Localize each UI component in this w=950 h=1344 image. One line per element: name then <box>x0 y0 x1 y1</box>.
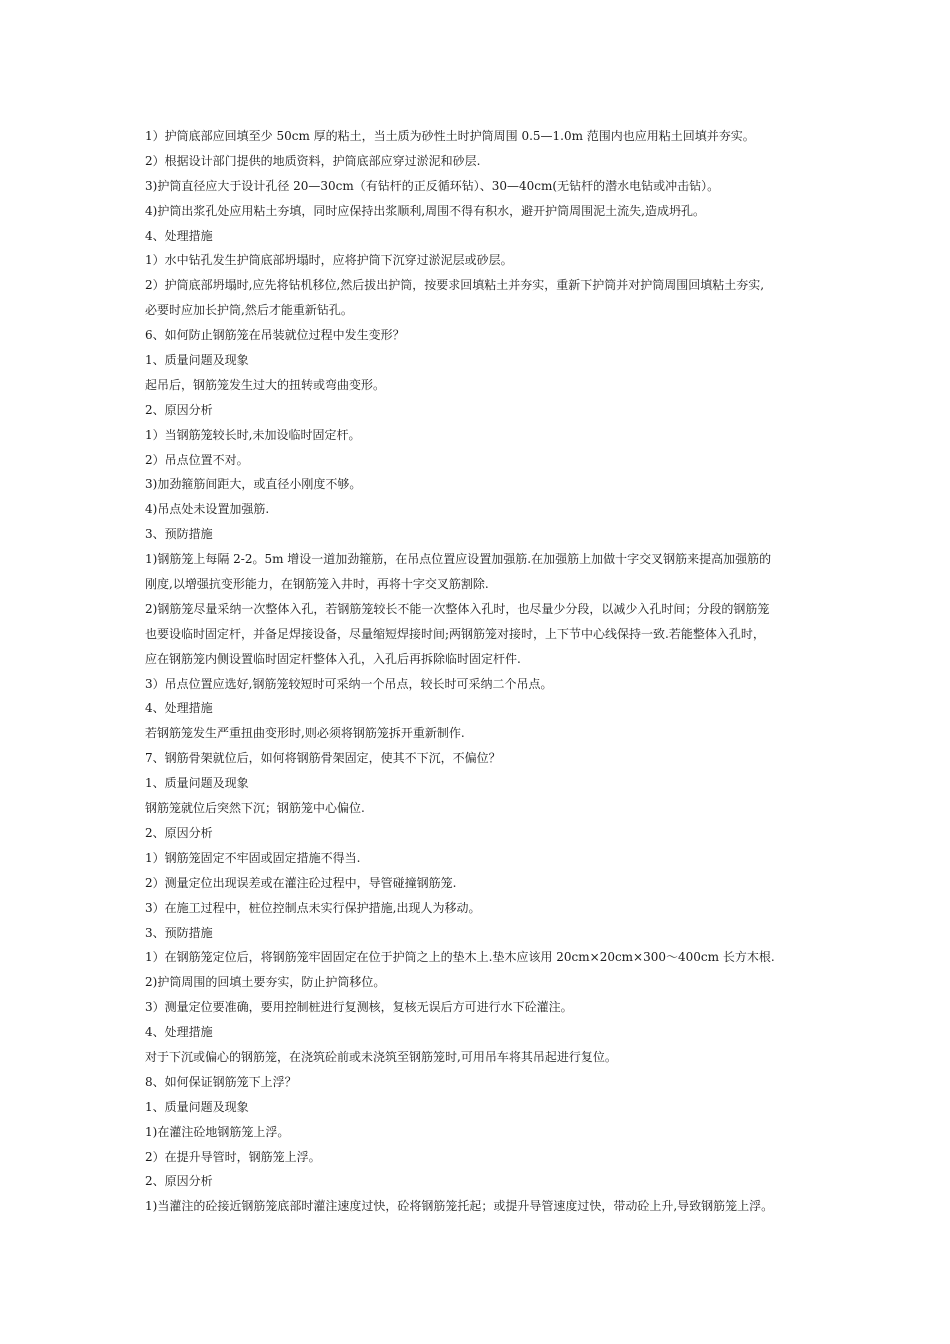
text-line: 1)钢筋笼上每隔 2-2。5m 增设一道加劲箍筋，在吊点位置应设置加强筋.在加强筋上加做十字交叉钢筋来提高加强筋的 <box>145 552 772 567</box>
section-heading: 4、处理措施 <box>145 701 213 716</box>
text-line: 1)在灌注砼地钢筋笼上浮。 <box>145 1124 290 1139</box>
text-line: 应在钢筋笼内侧设置临时固定杆整体入孔，入孔后再拆除临时固定杆件. <box>145 651 521 666</box>
text-line: 2)护筒周围的回填土要夯实，防止护筒移位。 <box>145 975 386 990</box>
text-line: 3）吊点位置应选好,钢筋笼较短时可采纳一个吊点，较长时可采纳二个吊点。 <box>145 676 553 691</box>
text-line: 3）测量定位要准确，要用控制桩进行复测核，复核无误后方可进行水下砼灌注。 <box>145 1000 573 1015</box>
text-line: 3）在施工过程中，桩位控制点未实行保护措施,出现人为移动。 <box>145 900 481 915</box>
question-heading: 6、如何防止钢筋笼在吊装就位过程中发生变形？ <box>145 328 405 343</box>
text-line: 3)护筒直径应大于设计孔径 20—30cm（有钻杆的正反循环钻）、30—40cm(无钻杆的潜水电钻或冲击钻）。 <box>145 178 720 193</box>
section-heading: 2、原因分析 <box>145 402 213 417</box>
question-heading: 7、钢筋骨架就位后，如何将钢筋骨架固定，使其不下沉，不偏位？ <box>145 751 501 766</box>
section-heading: 4、处理措施 <box>145 1025 213 1040</box>
text-line: 2）吊点位置不对。 <box>145 452 249 467</box>
text-line: 4)护筒出浆孔处应用粘土夯填，同时应保持出浆顺利,周围不得有积水，避开护筒周围泥土流失,造成坍孔。 <box>145 203 705 218</box>
section-heading: 1、质量问题及现象 <box>145 1099 249 1114</box>
section-heading: 2、原因分析 <box>145 825 213 840</box>
text-line: 1）护筒底部应回填至少 50cm 厚的粘土，当土质为砂性土时护筒周围 0.5—1.0m 范围内也应用粘土回填并夯实。 <box>145 129 755 143</box>
section-heading: 4、处理措施 <box>145 228 213 243</box>
text-line: 2）根据设计部门提供的地质资料，护筒底部应穿过淤泥和砂层. <box>145 153 481 168</box>
text-line: 1）在钢筋笼定位后，将钢筋笼牢固固定在位于护筒之上的垫木上.垫木应该用 20cm×20cm×300～400cm 长方木根. <box>145 950 775 965</box>
text-line: 也要设临时固定杆，并备足焊接设备，尽量缩短焊接时间;两钢筋笼对接时，上下节中心线保持一致.若能整体入孔时， <box>145 626 765 641</box>
text-line: 对于下沉或偏心的钢筋笼，在浇筑砼前或未浇筑至钢筋笼时,可用吊车将其吊起进行复位。 <box>145 1049 617 1064</box>
section-heading: 2、原因分析 <box>145 1174 213 1189</box>
section-heading: 3、预防措施 <box>145 925 213 940</box>
text-line: 必要时应加长护筒,然后才能重新钻孔。 <box>145 303 353 318</box>
text-line: 1）钢筋笼固定不牢固或固定措施不得当. <box>145 850 361 865</box>
text-line: 钢筋笼就位后突然下沉；钢筋笼中心偏位. <box>145 801 365 816</box>
section-heading: 1、质量问题及现象 <box>145 776 249 791</box>
text-line: 1）当钢筋笼较长时,未加设临时固定杆。 <box>145 427 361 442</box>
text-line: 1）水中钻孔发生护筒底部坍塌时，应将护筒下沉穿过淤泥层或砂层。 <box>145 253 513 268</box>
text-line: 3)加劲箍筋间距大，或直径小刚度不够。 <box>145 477 362 492</box>
text-line: 刚度,以增强抗变形能力，在钢筋笼入井时，再将十字交叉筋割除. <box>145 577 489 592</box>
text-line: 1)当灌注的砼接近钢筋笼底部时灌注速度过快，砼将钢筋笼托起；或提升导管速度过快，带动砼上升,导致钢筋笼上浮。 <box>145 1199 774 1214</box>
text-line: 2）护筒底部坍塌时,应先将钻机移位,然后拔出护筒，按要求回填粘土并夯实，重新下护筒并对护筒周围回填粘土夯实, <box>145 278 765 293</box>
text-line: 若钢筋笼发生严重扭曲变形时,则必须将钢筋笼拆开重新制作. <box>145 726 465 741</box>
text-line: 4)吊点处未设置加强筋. <box>145 502 270 517</box>
text-line: 起吊后，钢筋笼发生过大的扭转或弯曲变形。 <box>145 377 386 392</box>
text-line: 2)钢筋笼尽量采纳一次整体入孔，若钢筋笼较长不能一次整体入孔时，也尽量少分段，以减少入孔时间；分段的钢筋笼 <box>145 601 770 616</box>
text-line: 2）测量定位出现误差或在灌注砼过程中，导管碰撞钢筋笼. <box>145 875 457 890</box>
text-line: 2）在提升导管时，钢筋笼上浮。 <box>145 1149 321 1164</box>
question-heading: 8、如何保证钢筋笼下上浮？ <box>145 1074 297 1089</box>
document-body <box>145 124 815 1219</box>
section-heading: 3、预防措施 <box>145 527 213 542</box>
section-heading: 1、质量问题及现象 <box>145 353 249 368</box>
